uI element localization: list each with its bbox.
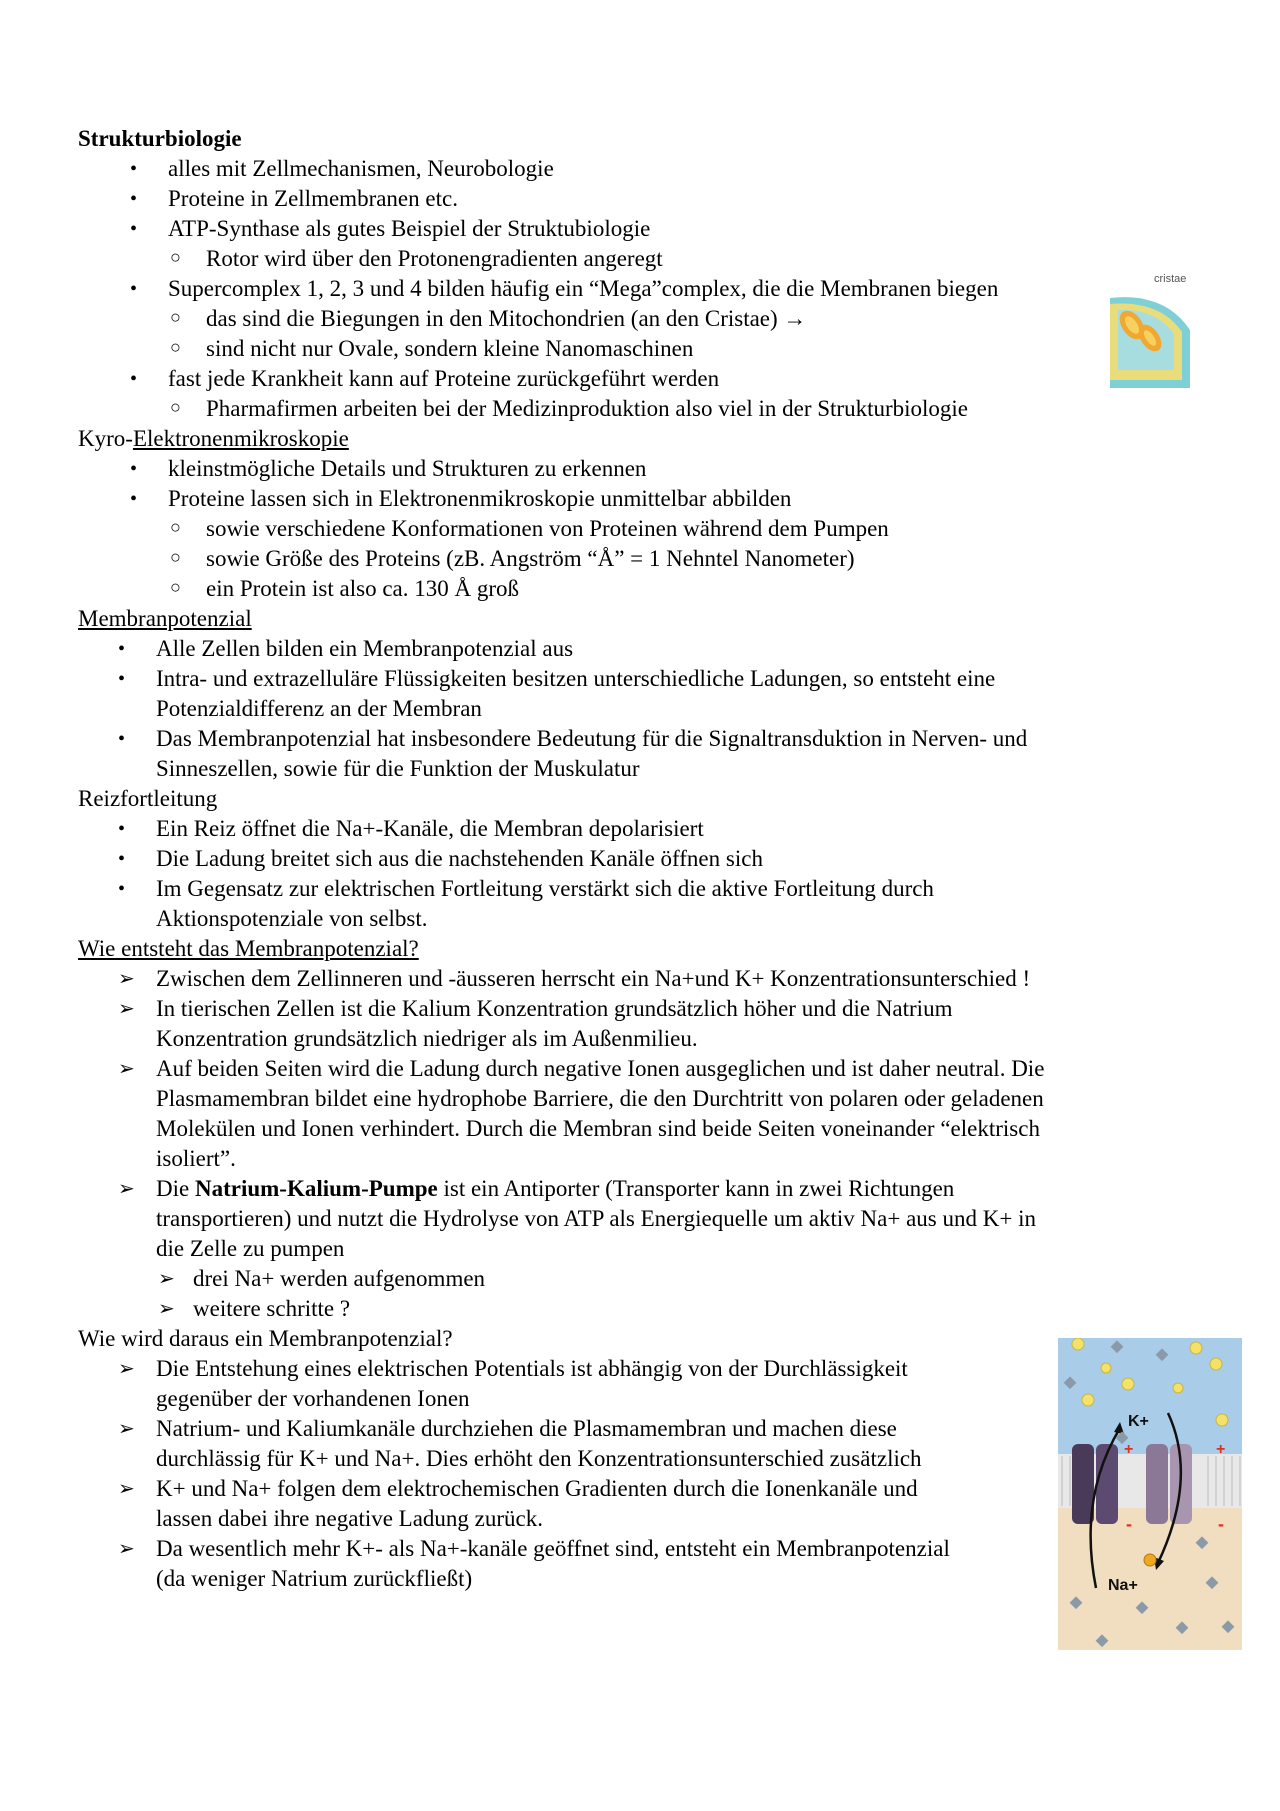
- list-item: • Alle Zellen bilden ein Membranpotenzial aus: [78, 634, 1178, 664]
- section-title-elektronenmikroskopie: Kyro-Elektronenmikroskopie: [78, 426, 349, 451]
- list-item: ➢ Die Entstehung eines elektrischen Potentials ist abhängig von der Durchlässigkeit: [78, 1354, 1178, 1384]
- section-title-wie-wird: Wie wird daraus ein Membranpotenzial?: [78, 1326, 453, 1351]
- list-item-continuation: die Zelle zu pumpen: [156, 1236, 345, 1261]
- bullet-icon: •: [118, 668, 126, 690]
- arrow-bullet-icon: ➢: [118, 1538, 135, 1560]
- list-item-continuation: Sinneszellen, sowie für die Funktion der Muskulatur: [156, 756, 640, 781]
- list-item: • Das Membranpotenzial hat insbesondere Bedeutung für die Signaltransduktion in Nerven- und: [78, 724, 1178, 754]
- circle-bullet-icon: ○: [170, 547, 181, 567]
- arrow-bullet-icon: ➢: [118, 1058, 135, 1080]
- list-subitem: ➢ drei Na+ werden aufgenommen: [78, 1264, 1178, 1294]
- list-item-continuation: isoliert”.: [156, 1146, 236, 1171]
- list-subitem: ○ Rotor wird über den Protonengradienten angeregt: [78, 244, 1178, 274]
- circle-bullet-icon: ○: [170, 517, 181, 537]
- bullet-icon: •: [118, 848, 126, 870]
- list-item-continuation: Potenzialdifferenz an der Membran: [156, 696, 482, 721]
- list-item: ➢ Die Natrium-Kalium-Pumpe ist ein Antiporter (Transporter kann in zwei Richtungen: [78, 1174, 1178, 1204]
- bullet-icon: •: [130, 458, 138, 480]
- cristae-figure: [1110, 270, 1194, 388]
- bullet-icon: •: [130, 278, 138, 300]
- plus-charge-label: +: [1124, 1441, 1134, 1458]
- section-title-membranpotenzial: Membranpotenzial: [78, 606, 252, 631]
- list-subitem: ➢ weitere schritte ?: [78, 1294, 1178, 1324]
- list-subitem: ○ sind nicht nur Ovale, sondern kleine Nanomaschinen: [78, 334, 1178, 364]
- arrow-bullet-icon: ➢: [118, 1178, 135, 1200]
- minus-charge-label: -: [1126, 1514, 1132, 1534]
- section-title-strukturbiologie: Strukturbiologie: [78, 126, 242, 151]
- minus-charge-label: -: [1218, 1514, 1224, 1534]
- circle-bullet-icon: ○: [170, 247, 181, 267]
- ion-channel-figure: [1058, 1338, 1242, 1650]
- circle-bullet-icon: ○: [170, 577, 181, 597]
- bullet-icon: •: [130, 368, 138, 390]
- list-item: • ATP-Synthase als gutes Beispiel der Struktubiologie: [78, 214, 1178, 244]
- list-item-continuation: gegenüber der vorhandenen Ionen: [156, 1386, 470, 1411]
- list-item: ➢ Natrium- und Kaliumkanäle durchziehen die Plasmamembran und machen diese: [78, 1414, 1178, 1444]
- list-item: ➢ Da wesentlich mehr K+- als Na+-kanäle geöffnet sind, entsteht ein Membranpotenzial: [78, 1534, 1178, 1564]
- circle-bullet-icon: ○: [170, 397, 181, 417]
- arrow-bullet-icon: ➢: [118, 998, 135, 1020]
- plus-charge-label: +: [1216, 1441, 1226, 1458]
- list-item: ➢ In tierischen Zellen ist die Kalium Konzentration grundsätzlich höher und die Natrium: [78, 994, 1178, 1024]
- list-item: • kleinstmögliche Details und Strukturen zu erkennen: [78, 454, 1178, 484]
- list-item-continuation: Aktionspotenziale von selbst.: [156, 906, 428, 931]
- list-item: • Proteine in Zellmembranen etc.: [78, 184, 1178, 214]
- bullet-icon: •: [118, 878, 126, 900]
- list-item: • Proteine lassen sich in Elektronenmikroskopie unmittelbar abbilden: [78, 484, 1178, 514]
- list-subitem: ○ das sind die Biegungen in den Mitochondrien (an den Cristae) →: [78, 304, 1178, 334]
- list-item-continuation: lassen dabei ihre negative Ladung zurück.: [156, 1506, 544, 1531]
- bullet-icon: •: [130, 188, 138, 210]
- bullet-icon: •: [118, 818, 126, 840]
- bullet-icon: •: [130, 158, 138, 180]
- arrow-bullet-icon: ➢: [118, 1478, 135, 1500]
- circle-bullet-icon: ○: [170, 337, 181, 357]
- list-item: • Ein Reiz öffnet die Na+-Kanäle, die Membran depolarisiert: [78, 814, 1178, 844]
- bullet-icon: •: [118, 638, 126, 660]
- cristae-label: cristae: [1154, 273, 1187, 285]
- bullet-icon: •: [118, 728, 126, 750]
- list-item-continuation: Molekülen und Ionen verhindert. Durch die Membran sind beide Seiten voneinander “elektrisch: [156, 1116, 1040, 1141]
- arrow-bullet-icon: ➢: [118, 1418, 135, 1440]
- circle-bullet-icon: ○: [170, 307, 181, 327]
- list-subitem: ○ sowie Größe des Proteins (zB. Angström “Å” = 1 Nehntel Nanometer): [78, 544, 1178, 574]
- list-item: • Intra- und extrazelluläre Flüssigkeiten besitzen unterschiedliche Ladungen, so entsteht eine: [78, 664, 1178, 694]
- list-item: • Supercomplex 1, 2, 3 und 4 bilden häufig ein “Mega”complex, die die Membranen biegen: [78, 274, 1178, 304]
- bullet-icon: •: [130, 488, 138, 510]
- list-subitem: ○ sowie verschiedene Konformationen von Proteinen während dem Pumpen: [78, 514, 1178, 544]
- list-item: ➢ Zwischen dem Zellinneren und -äusseren herrscht ein Na+und K+ Konzentrationsunterschied !: [78, 964, 1178, 994]
- list-item-continuation: Konzentration grundsätzlich niedriger als im Außenmilieu.: [156, 1026, 698, 1051]
- section-title-reizfortleitung: Reizfortleitung: [78, 786, 218, 811]
- list-item-continuation: durchlässig für K+ und Na+. Dies erhöht den Konzentrationsunterschied zusätzlich: [156, 1446, 922, 1471]
- list-item: • fast jede Krankheit kann auf Proteine zurückgeführt werden: [78, 364, 1178, 394]
- arrow-bullet-icon: ➢: [118, 968, 135, 990]
- k-ion-label: K+: [1128, 1413, 1149, 1430]
- list-item-continuation: (da weniger Natrium zurückfließt): [156, 1566, 473, 1591]
- arrow-bullet-icon: ➢: [118, 1358, 135, 1380]
- list-item: • alles mit Zellmechanismen, Neurobologie: [78, 154, 1178, 184]
- list-item: ➢ K+ und Na+ folgen dem elektrochemischen Gradienten durch die Ionenkanäle und: [78, 1474, 1178, 1504]
- list-item: ➢ Auf beiden Seiten wird die Ladung durch negative Ionen ausgeglichen und ist daher neutral. Die: [78, 1054, 1178, 1084]
- list-subitem: ○ ein Protein ist also ca. 130 Å groß: [78, 574, 1178, 604]
- list-subitem: ○ Pharmafirmen arbeiten bei der Medizinproduktion also viel in der Strukturbiologie: [78, 394, 1178, 424]
- bullet-icon: •: [130, 218, 138, 240]
- list-item: • Im Gegensatz zur elektrischen Fortleitung verstärkt sich die aktive Fortleitung durch: [78, 874, 1178, 904]
- list-item-continuation: transportieren) und nutzt die Hydrolyse von ATP als Energiequelle um aktiv Na+ aus und K+ in: [156, 1206, 1036, 1231]
- list-item-continuation: Plasmamembran bildet eine hydrophobe Barriere, die den Durchtritt von polaren oder geladenen: [156, 1086, 1044, 1111]
- na-ion-label: Na+: [1108, 1577, 1138, 1594]
- arrow-bullet-icon: ➢: [158, 1298, 175, 1320]
- section-title-wie-entsteht: Wie entsteht das Membranpotenzial?: [78, 936, 419, 961]
- document-page: [78, 124, 1178, 1594]
- arrow-bullet-icon: ➢: [158, 1268, 175, 1290]
- list-item: • Die Ladung breitet sich aus die nachstehenden Kanäle öffnen sich: [78, 844, 1178, 874]
- bold-term: Natrium-Kalium-Pumpe: [194, 1176, 438, 1201]
